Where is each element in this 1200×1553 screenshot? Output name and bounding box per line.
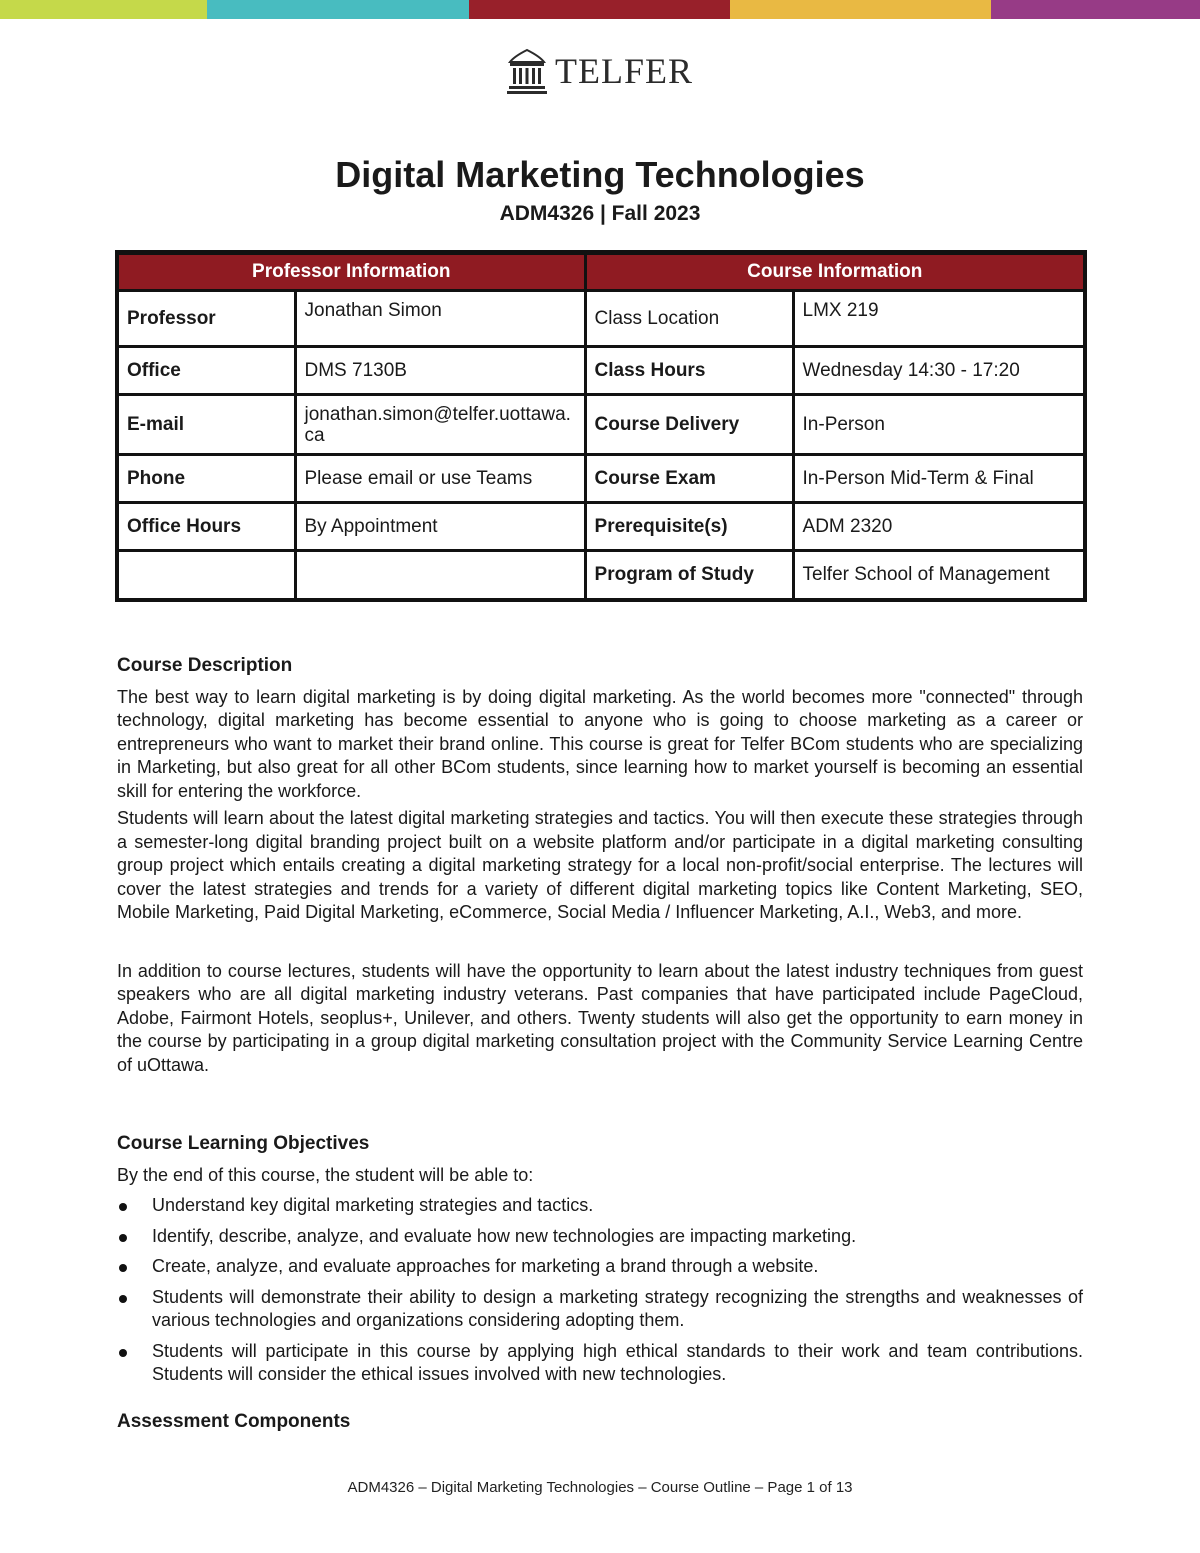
empty-label-cell: [117, 551, 295, 601]
page-footer: ADM4326 – Digital Marketing Technologies – Course Outline – Page 1 of 13: [347, 1479, 853, 1496]
course-exam-value: In-Person Mid-Term & Final: [793, 455, 1085, 503]
prerequisites-value: ADM 2320: [793, 503, 1085, 551]
description-paragraph: Students will learn about the latest digital marketing strategies and tactics. You will then execute these strategies through a semester-long digital branding project built on a website platform and/or participate in a digital marketing consulting group project which entails creating a digital marketing strategy for a local non-profit/social enterprise. The lectures will cover the latest strategies and trends for a variety of different digital marketing topics like Content Marketing, SEO, Mobile Marketing, Paid Digital Marketing, eCommerce, Social Media / Influencer Marketing, A.I., Web3, and more.: [117, 808, 1083, 922]
objective-text: Understand key digital marketing strategies and tactics.: [152, 1195, 594, 1215]
course-description-section: [117, 654, 1083, 1077]
stripe-yellow: [730, 0, 991, 19]
table-row: [117, 455, 1085, 503]
stripe-green: [0, 0, 207, 19]
page-title: Digital Marketing Technologies: [335, 154, 865, 195]
course-info-table: [115, 250, 1087, 602]
stripe-red: [469, 0, 730, 19]
class-location-label: Class Location: [585, 291, 793, 347]
bullet-icon: [119, 1234, 127, 1242]
phone-value: Please email or use Teams: [295, 455, 585, 503]
phone-label: Phone: [117, 455, 295, 503]
section-heading: Course Learning Objectives: [117, 1133, 370, 1154]
objectives-intro: By the end of this course, the student will be able to:: [117, 1164, 534, 1185]
learning-objectives-section: [117, 1132, 1083, 1394]
table-row: [117, 395, 1085, 455]
objective-text: Students will participate in this course by applying high ethical standards to their work and team contributions. Students will consider the ethical issues involved with new technologies.: [152, 1340, 1083, 1384]
office-label: Office: [117, 347, 295, 395]
stripe-teal: [207, 0, 469, 19]
prerequisites-label: Prerequisite(s): [585, 503, 793, 551]
building-icon: [507, 48, 547, 94]
bullet-icon: [119, 1264, 127, 1272]
logo-text: TELFER: [555, 51, 693, 91]
professor-info-header: Professor Information: [117, 253, 585, 291]
office-value: DMS 7130B: [295, 347, 585, 395]
objective-text: Identify, describe, analyze, and evaluate how new technologies are impacting marketing.: [152, 1225, 857, 1246]
professor-value: Jonathan Simon: [295, 291, 585, 347]
objective-text: Students will demonstrate their ability to design a marketing strategy recognizing the strengths and weaknesses of various technologies and organizations considering adopting them.: [152, 1286, 1083, 1330]
professor-label: Professor: [117, 291, 295, 347]
color-stripe-bar: [0, 0, 1200, 19]
course-code-term: ADM4326 | Fall 2023: [499, 202, 701, 225]
objectives-list: [117, 1194, 1083, 1387]
email-link[interactable]: jonathan.simon@telfer.uottawa.ca: [295, 395, 585, 455]
course-exam-label: Course Exam: [585, 455, 793, 503]
bullet-icon: [119, 1349, 127, 1357]
class-hours-value: Wednesday 14:30 - 17:20: [793, 347, 1085, 395]
email-label: E-mail: [117, 395, 295, 455]
table-row: [117, 347, 1085, 395]
list-item: [117, 1255, 1083, 1279]
section-heading: Assessment Components: [117, 1411, 351, 1432]
bullet-icon: [119, 1295, 127, 1303]
office-hours-value: By Appointment: [295, 503, 585, 551]
class-location-value: LMX 219: [793, 291, 1085, 347]
description-paragraph: The best way to learn digital marketing is by doing digital marketing. As the world becomes more "connected" through technology, digital marketing has become essential to anyone who is going to choose marketing as a career or entrepreneurs who want to market their brand online. This course is great for Telfer BCom students who are specializing in Marketing, but also great for all other BCom students, since learning how to market yourself is becoming an essential skill for entering the workforce.: [117, 686, 1083, 801]
objective-text: Create, analyze, and evaluate approaches for marketing a brand through a website.: [152, 1256, 819, 1276]
course-delivery-label: Course Delivery: [585, 395, 793, 455]
course-info-header: Course Information: [585, 253, 1085, 291]
list-item: [117, 1225, 1083, 1249]
list-item: [117, 1286, 1083, 1333]
list-item: [117, 1194, 1083, 1218]
office-hours-label: Office Hours: [117, 503, 295, 551]
assessment-section: [117, 1410, 1083, 1434]
table-row: [117, 291, 1085, 347]
table-row: [117, 551, 1085, 601]
course-delivery-value: In-Person: [793, 395, 1085, 455]
section-heading: Course Description: [117, 655, 293, 676]
list-item: [117, 1340, 1083, 1387]
bullet-icon: [119, 1203, 127, 1211]
telfer-logo: [507, 48, 693, 94]
program-of-study-value: Telfer School of Management: [793, 551, 1085, 601]
table-row: [117, 503, 1085, 551]
description-paragraph: In addition to course lectures, students will have the opportunity to learn about the latest industry techniques from guest speakers who are all digital marketing industry veterans. Past companies that have participated include PageCloud, Adobe, Fairmont Hotels, seoplus+, Unilever, and others. Twenty students will also get the opportunity to earn money in the course by participating in a group digital marketing consultation project with the Community Service Learning Centre of uOttawa.: [117, 960, 1083, 1075]
program-of-study-label: Program of Study: [585, 551, 793, 601]
stripe-purple: [991, 0, 1200, 19]
class-hours-label: Class Hours: [585, 347, 793, 395]
empty-value-cell: [295, 551, 585, 601]
